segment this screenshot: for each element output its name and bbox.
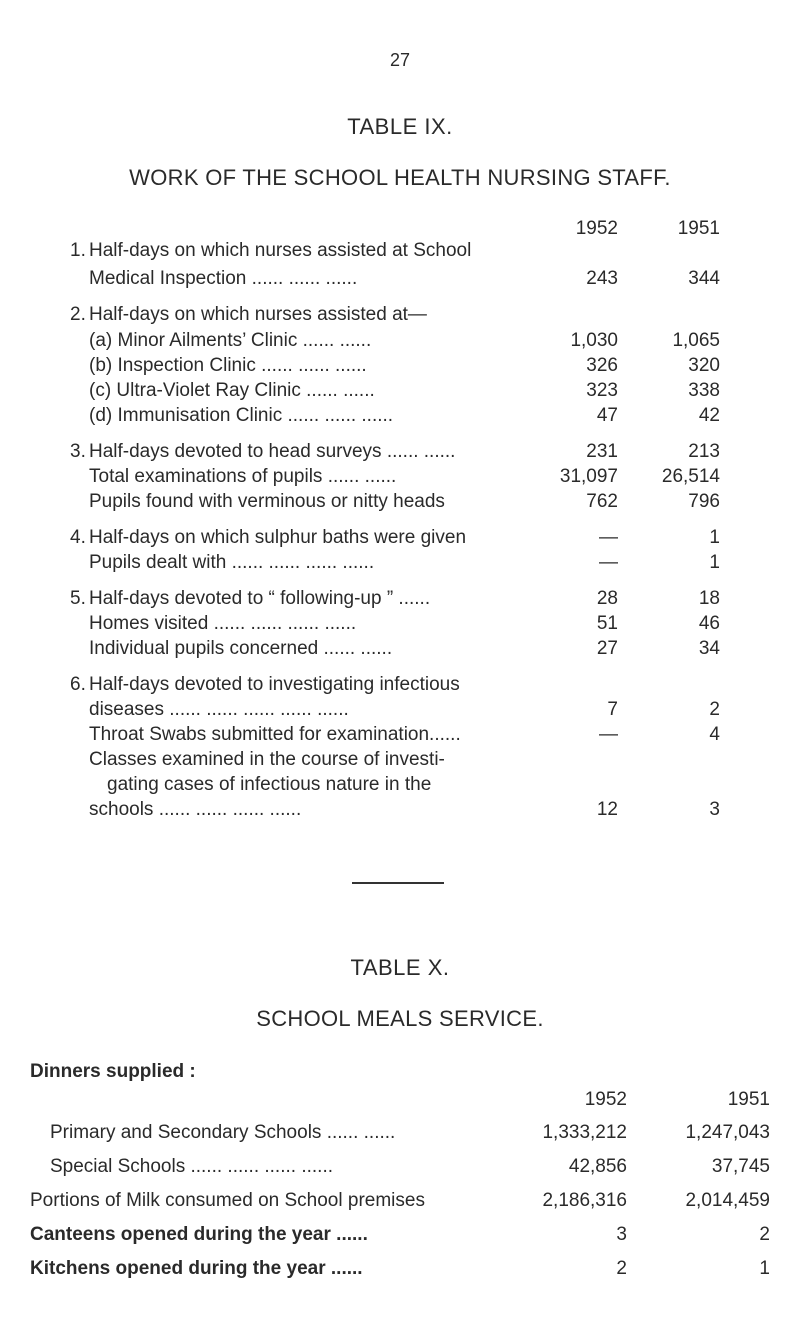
row-label: schools ...... ...... ...... ...... — [89, 799, 302, 820]
row-label: Half-days devoted to “ following-up ” ...... — [89, 588, 431, 609]
table-x-title: TABLE X. — [350, 955, 450, 980]
table-row — [70, 240, 720, 264]
table-row — [70, 466, 720, 490]
table-row — [70, 613, 720, 637]
row-label: Pupils dealt with ...... ...... ...... ...... — [89, 552, 375, 573]
year-1952-header: 1952 — [584, 1089, 627, 1110]
value-1951: 1 — [709, 527, 720, 548]
table-ix-subtitle: WORK OF THE SCHOOL HEALTH NURSING STAFF. — [129, 165, 671, 190]
year-1951-header: 1951 — [677, 218, 720, 239]
row-label: Throat Swabs submitted for examination...... — [89, 724, 461, 745]
value-1952: — — [599, 527, 618, 548]
table-row — [70, 749, 720, 773]
value-1951: 320 — [688, 355, 720, 376]
item-number: 2. — [70, 304, 86, 325]
table-row — [70, 724, 720, 748]
row-label: (a) Minor Ailments’ Clinic ...... ...... — [89, 330, 372, 351]
table-row — [30, 1258, 770, 1284]
table-row — [70, 674, 720, 698]
table-row — [50, 1122, 770, 1148]
row-label: (d) Immunisation Clinic ...... ...... ...... — [89, 405, 394, 426]
value-1952: 51 — [596, 613, 618, 634]
value-1951: 42 — [698, 405, 720, 426]
row-label: gating cases of infectious nature in the — [107, 774, 432, 795]
row-label: Primary and Secondary Schools ...... ...... — [50, 1122, 396, 1143]
item-number: 5. — [70, 588, 86, 609]
table-ix-title: TABLE IX. — [347, 114, 453, 139]
value-1951: 338 — [688, 380, 720, 401]
row-label: Pupils found with verminous or nitty heads — [89, 491, 445, 512]
value-1951: 2,014,459 — [685, 1190, 770, 1211]
row-label: Medical Inspection ...... ...... ...... — [89, 268, 358, 289]
row-label: Kitchens opened during the year ...... — [30, 1258, 363, 1279]
value-1952: 42,856 — [568, 1156, 627, 1177]
value-1951: 1,065 — [672, 330, 720, 351]
value-1952: 323 — [586, 380, 618, 401]
row-label: Homes visited ...... ...... ...... ...... — [89, 613, 357, 634]
row-label: Special Schools ...... ...... ...... ...... — [50, 1156, 333, 1177]
value-1952: 27 — [596, 638, 618, 659]
item-number: 3. — [70, 441, 86, 462]
table-row — [70, 638, 720, 662]
table-row — [30, 1190, 770, 1216]
row-label: diseases ...... ...... ...... ...... ...... — [89, 699, 349, 720]
table-row — [70, 380, 720, 404]
value-1951: 37,745 — [711, 1156, 770, 1177]
row-label: Individual pupils concerned ...... ...... — [89, 638, 393, 659]
value-1951: 1,247,043 — [685, 1122, 770, 1143]
value-1951: 1 — [759, 1258, 770, 1279]
table-row — [70, 699, 720, 723]
year-1952-header: 1952 — [575, 218, 618, 239]
table-row — [70, 441, 720, 465]
table-ix-year-header — [70, 218, 720, 242]
row-label: (c) Ultra-Violet Ray Clinic ...... ...... — [89, 380, 375, 401]
value-1952: — — [599, 552, 618, 573]
value-1952: 326 — [586, 355, 618, 376]
value-1952: 12 — [596, 799, 618, 820]
value-1952: 47 — [596, 405, 618, 426]
value-1952: 2 — [616, 1258, 627, 1279]
table-row — [70, 330, 720, 354]
value-1952: 31,097 — [559, 466, 618, 487]
dinners-supplied-heading: Dinners supplied : — [30, 1061, 196, 1082]
table-row — [70, 355, 720, 379]
section-divider — [352, 882, 444, 884]
table-row — [70, 552, 720, 576]
row-label: (b) Inspection Clinic ...... ...... ...... — [89, 355, 367, 376]
page-number: 27 — [389, 50, 411, 70]
value-1952: 3 — [616, 1224, 627, 1245]
value-1951: 796 — [688, 491, 720, 512]
value-1951: 1 — [709, 552, 720, 573]
row-label: Half-days devoted to investigating infectious — [89, 674, 460, 695]
value-1952: 7 — [607, 699, 618, 720]
table-row — [70, 405, 720, 429]
table-row — [30, 1224, 770, 1250]
item-number: 6. — [70, 674, 86, 695]
value-1951: 3 — [709, 799, 720, 820]
table-row — [70, 527, 720, 551]
value-1951: 2 — [709, 699, 720, 720]
row-label: Half-days on which nurses assisted at— — [89, 304, 427, 325]
value-1952: — — [599, 724, 618, 745]
table-row — [70, 774, 720, 798]
item-number: 4. — [70, 527, 86, 548]
table-x-year-header — [50, 1089, 770, 1115]
table-row — [70, 268, 720, 292]
row-label: Half-days on which nurses assisted at School — [89, 240, 472, 261]
row-label: Total examinations of pupils ...... ...... — [89, 466, 397, 487]
value-1952: 28 — [596, 588, 618, 609]
value-1951: 344 — [688, 268, 720, 289]
row-label: Classes examined in the course of investi- — [89, 749, 445, 770]
value-1951: 46 — [698, 613, 720, 634]
table-row — [70, 491, 720, 515]
value-1951: 4 — [709, 724, 720, 745]
table-row — [70, 588, 720, 612]
row-label: Portions of Milk consumed on School premises — [30, 1190, 425, 1211]
value-1952: 231 — [586, 441, 618, 462]
row-label: Canteens opened during the year ...... — [30, 1224, 368, 1245]
table-row — [70, 799, 720, 823]
value-1951: 2 — [759, 1224, 770, 1245]
year-1951-header: 1951 — [727, 1089, 770, 1110]
value-1951: 18 — [698, 588, 720, 609]
value-1952: 2,186,316 — [542, 1190, 627, 1211]
value-1951: 213 — [688, 441, 720, 462]
table-x-subtitle: SCHOOL MEALS SERVICE. — [256, 1006, 544, 1031]
value-1952: 762 — [586, 491, 618, 512]
value-1952: 1,333,212 — [542, 1122, 627, 1143]
value-1951: 26,514 — [661, 466, 720, 487]
item-number: 1. — [70, 240, 86, 261]
row-label: Half-days on which sulphur baths were given — [89, 527, 467, 548]
table-row — [50, 1156, 770, 1182]
row-label: Half-days devoted to head surveys ...... ...... — [89, 441, 456, 462]
value-1952: 243 — [586, 268, 618, 289]
value-1951: 34 — [698, 638, 720, 659]
table-row — [70, 304, 720, 328]
value-1952: 1,030 — [570, 330, 618, 351]
